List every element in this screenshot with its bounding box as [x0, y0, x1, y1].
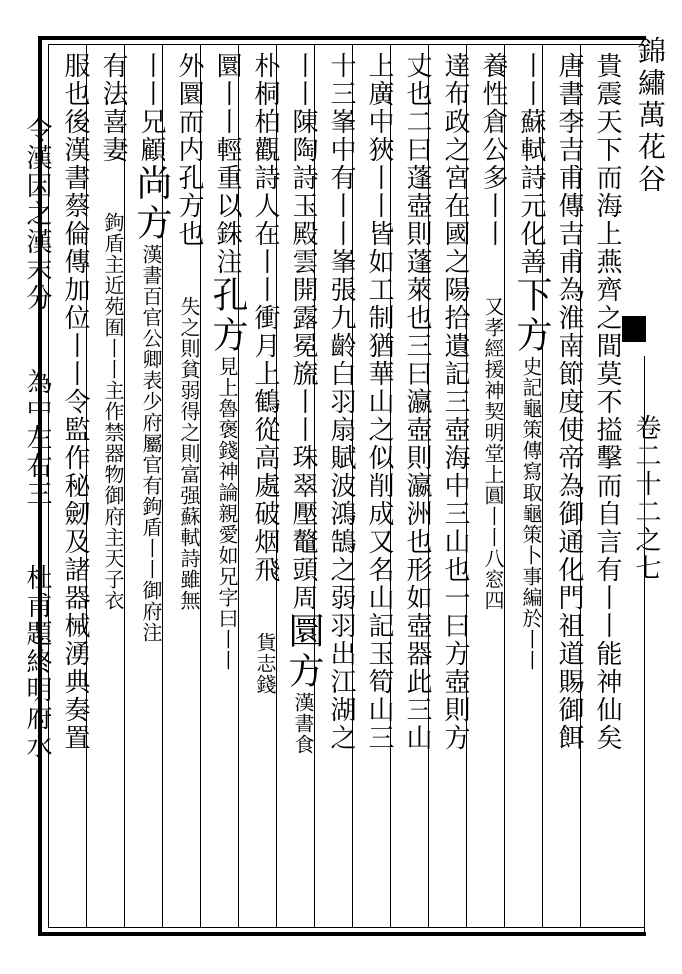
entry-heading-shang-fang: 尚方 [131, 164, 172, 244]
text-column-7: 上廣中狹丨丨皆如工制猶華山之似削成又名山記玉筍山三 [364, 52, 394, 752]
entry-note: 史記龜策傳寫取龜策卜事編於丨丨 [519, 356, 543, 671]
entry-heading-xia-fang: 下方 [511, 276, 552, 356]
column-text: 丨丨蘇軾詩元化善 [516, 52, 546, 276]
text-column-1: 貴震天下而海上燕齊之間莫不搤擊而自言有丨丨能神仙矣 [592, 52, 622, 752]
text-column-13 [131, 52, 172, 908]
text-column-3 [511, 52, 552, 908]
page-header [622, 16, 682, 956]
entry-note: 鉤盾主近苑囿丨丨主作禁器物御府主天子衣 [101, 212, 125, 611]
entry-note: 漢書食 [291, 692, 315, 755]
entry-heading-kong-fang: 孔方 [207, 276, 248, 356]
entry-heading-huan-fang: 圜方 [283, 612, 324, 692]
text-column-14 [98, 52, 128, 908]
column-text: 丨丨兄顧 [136, 52, 166, 164]
column-text: 圜丨丨輕重以銖注 [212, 52, 242, 276]
column-text: 朴桐柏觀詩人在丨丨衝月上鶴從高處破烟飛 [250, 52, 280, 584]
text-column-16: 丨丨令漢因之漢末分丨丨為中左右三丨丨杜甫題終明府水 [22, 60, 52, 760]
text-column-10 [250, 52, 280, 908]
text-column-2: 唐書李吉甫傳吉甫為淮南節度使帝為御通化門祖道賜御餌 [554, 52, 584, 752]
entry-note: 見上魯褒錢神論親愛如兄字曰丨丨 [215, 356, 239, 671]
column-text: 丨丨陳陶詩玉殿雲開露冕旒丨丨珠翠壓鼇頭周 [288, 52, 318, 612]
text-column-6: 丈也二曰蓬壺則蓬萊也三曰瀛壺則瀛洲也形如壺器此三山 [402, 52, 432, 752]
book-title: 錦繡萬花谷 [634, 36, 667, 196]
text-column-12 [174, 52, 204, 908]
text-column-15: 服也後漢書蔡倫傳加位丨丨令監作秘劒及諸器械湧典奏置 [60, 52, 90, 752]
entry-note: 貨志錢 [253, 632, 277, 695]
text-column-8: 十三峯中有丨丨峯張九齡白羽扇賦波鴻鵠之弱羽出江湖之 [326, 52, 356, 752]
text-column-5: 達布政之宮在國之陽拾遺記三壺海中三山也一曰方壺則方 [440, 52, 470, 752]
text-column-4 [478, 52, 508, 908]
column-text: 有法喜妻 [98, 52, 128, 164]
text-column-9 [283, 52, 324, 908]
column-text: 養性倉公多丨丨 [478, 52, 508, 248]
entry-note: 失之則貧弱得之則富强蘇軾詩雖無 [177, 296, 201, 611]
fish-tail-mark [622, 316, 646, 342]
column-text: 外圜而内孔方也 [174, 52, 204, 248]
text-column-11 [207, 52, 248, 908]
volume-label: 卷二十二之七 [631, 414, 661, 582]
entry-note: 又孝經援神契明堂上圓丨丨八窓四 [481, 296, 505, 611]
entry-note: 漢書百官公卿表少府屬官有鉤盾丨丨御府注 [139, 244, 163, 643]
